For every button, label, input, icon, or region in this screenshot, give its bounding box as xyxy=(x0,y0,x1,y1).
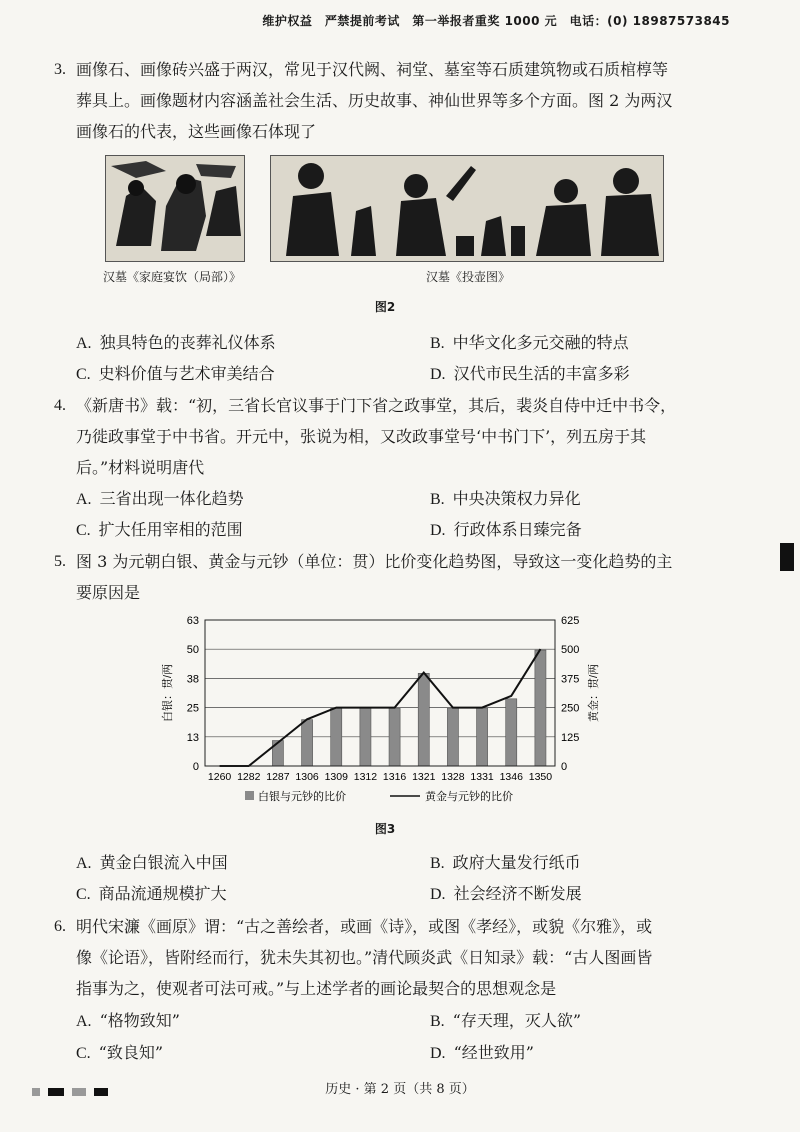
option-a: A. “格物致知” xyxy=(76,1011,180,1030)
question-6 xyxy=(54,911,652,1004)
x-tick-label: 1346 xyxy=(499,771,523,783)
legend-silver-label: 白银与元钞的比价 xyxy=(258,791,346,803)
x-tick-label: 1312 xyxy=(353,771,378,783)
y-tick-left: 25 xyxy=(186,702,199,715)
option-c: C. 扩大任用宰相的范围 xyxy=(76,520,243,539)
option-d: D. 行政体系日臻完备 xyxy=(430,520,582,539)
silver-ratio-bar xyxy=(477,708,488,766)
option-c: C. 商品流通规模扩大 xyxy=(76,884,227,903)
option-text: 中央决策权力异化 xyxy=(452,489,581,508)
legend-gold-label: 黄金与元钞的比价 xyxy=(425,791,513,803)
option-text: 商品流通规模扩大 xyxy=(98,884,227,903)
silver-ratio-bar xyxy=(389,708,400,766)
chart-legend xyxy=(245,789,513,803)
y-tick-right: 250 xyxy=(561,702,580,715)
silver-ratio-bar xyxy=(302,720,313,766)
silver-ratio-bar xyxy=(272,741,283,766)
y-axis-label-left: 白银：贯/两 xyxy=(162,663,174,723)
question-5 xyxy=(54,546,672,608)
question-text-line: 指事为之，使观者可法可戒。”与上述学者的画论最契合的思想观念是 xyxy=(76,979,557,998)
option-text: “存天理，灭人欲” xyxy=(452,1011,582,1030)
option-a: A. 黄金白银流入中国 xyxy=(76,853,228,872)
option-d: D. “经世致用” xyxy=(430,1043,534,1062)
y-axis-label-right: 黄金：贯/两 xyxy=(588,663,600,723)
option-a: A. 独具特色的丧葬礼仪体系 xyxy=(76,333,276,352)
question-text-line: 乃徙政事堂于中书省。开元中，张说为相，又改政事堂号‘中书门下’，列五房于其 xyxy=(76,427,647,446)
question-number: 6. xyxy=(54,918,66,935)
question-text-line: 要原因是 xyxy=(76,583,141,602)
price-ratio-chart xyxy=(150,608,620,813)
y-tick-right: 500 xyxy=(561,644,580,657)
legend-bar-swatch xyxy=(245,791,254,800)
option-text: 三省出现一体化趋势 xyxy=(99,489,244,508)
page-footer xyxy=(0,1078,800,1098)
option-c: C. “致良知” xyxy=(76,1043,164,1062)
question-text-line: 画像石的代表，这些画像石体现了 xyxy=(76,122,317,141)
y-tick-right: 375 xyxy=(561,673,580,686)
page-header xyxy=(0,0,800,30)
silver-ratio-bar xyxy=(506,699,517,766)
question-text-line: 后。”材料说明唐代 xyxy=(76,458,205,477)
option-text: 社会经济不断发展 xyxy=(453,884,582,903)
question-text-line: 《新唐书》载：“初，三省长官议事于门下省之政事堂，其后，裴炎自侍中迁中书令， xyxy=(76,396,677,415)
stone-relief-touhu-image xyxy=(270,155,664,262)
option-text: 政府大量发行纸币 xyxy=(452,853,581,872)
figure-3-title: 图3 xyxy=(374,822,396,836)
question-text-line: 明代宋濂《画原》谓：“古之善绘者，或画《诗》，或图《孝经》，或貌《尔雅》，或 xyxy=(76,917,653,936)
scan-marks xyxy=(32,1081,116,1100)
option-text: 中华文化多元交融的特点 xyxy=(452,333,629,352)
option-a: A. 三省出现一体化趋势 xyxy=(76,489,244,508)
option-d: D. 汉代市民生活的丰富多彩 xyxy=(430,364,630,383)
y-tick-right: 125 xyxy=(561,731,580,744)
x-tick-label: 1282 xyxy=(237,771,261,783)
page-number: 历史 · 第 2 页（共 8 页） xyxy=(325,1082,475,1097)
figure-caption-right: 汉墓《投壶图》 xyxy=(426,270,511,284)
y-tick-left: 13 xyxy=(186,731,199,744)
y-tick-right: 625 xyxy=(561,615,580,627)
x-tick-label: 1321 xyxy=(412,771,436,783)
option-text: “经世致用” xyxy=(453,1043,534,1062)
question-number: 5. xyxy=(54,553,66,570)
option-b: B. 中华文化多元交融的特点 xyxy=(430,333,629,352)
figure-caption-left: 汉墓《家庭宴饮（局部）》 xyxy=(103,270,242,284)
silver-ratio-bar xyxy=(418,673,429,766)
silver-ratio-bar xyxy=(331,708,342,766)
question-number: 3. xyxy=(54,61,66,78)
option-text: 黄金白银流入中国 xyxy=(99,853,228,872)
option-text: “格物致知” xyxy=(99,1011,180,1030)
stone-relief-banquet-image xyxy=(105,155,245,262)
x-tick-label: 1328 xyxy=(441,771,465,783)
option-b: B. 中央决策权力异化 xyxy=(430,489,581,508)
option-b: B. 政府大量发行纸币 xyxy=(430,853,581,872)
y-tick-left: 38 xyxy=(186,673,199,686)
question-text-line: 图 3 为元朝白银、黄金与元钞（单位：贯）比价变化趋势图，导致这一变化趋势的主 xyxy=(76,552,673,571)
x-tick-label: 1316 xyxy=(382,771,407,783)
binding-mark xyxy=(780,543,794,571)
option-b: B. “存天理，灭人欲” xyxy=(430,1011,582,1030)
option-c: C. 史料价值与艺术审美结合 xyxy=(76,364,275,383)
question-4 xyxy=(54,390,676,483)
option-text: 汉代市民生活的丰富多彩 xyxy=(453,364,630,383)
header-notice: 维护权益 严禁提前考试 第一举报者重奖 1000 元 电话：(0) 18987573845 xyxy=(262,14,730,28)
x-tick-label: 1309 xyxy=(324,771,348,783)
option-text: 史料价值与艺术审美结合 xyxy=(98,364,275,383)
x-tick-label: 1287 xyxy=(266,771,290,783)
silver-ratio-bar xyxy=(535,650,546,766)
question-text-line: 葬具上。画像题材内容涵盖社会生活、历史故事、神仙世界等多个方面。图 2 为两汉 xyxy=(76,91,673,110)
y-tick-left: 50 xyxy=(186,644,199,657)
figure-2-title: 图2 xyxy=(374,300,396,314)
option-text: 独具特色的丧葬礼仪体系 xyxy=(99,333,276,352)
y-tick-right: 0 xyxy=(561,761,568,773)
question-number: 4. xyxy=(54,397,66,414)
silver-ratio-bar xyxy=(360,708,371,766)
y-tick-left: 0 xyxy=(192,761,199,773)
option-d: D. 社会经济不断发展 xyxy=(430,884,582,903)
option-text: “致良知” xyxy=(98,1043,164,1062)
question-text-line: 画像石、画像砖兴盛于两汉，常见于汉代阙、祠堂、墓室等石质建筑物或石质棺椁等 xyxy=(76,60,669,79)
question-3 xyxy=(54,54,672,147)
x-tick-label: 1260 xyxy=(207,771,232,783)
question-text-line: 像《论语》，皆附经而行，犹未失其初也。”清代顾炎武《日知录》载：“古人图画皆 xyxy=(76,948,653,967)
x-tick-label: 1331 xyxy=(470,771,494,783)
x-tick-label: 1306 xyxy=(295,771,319,783)
y-tick-left: 63 xyxy=(186,615,199,627)
option-text: 行政体系日臻完备 xyxy=(453,520,582,539)
silver-ratio-bar xyxy=(447,708,458,766)
x-tick-label: 1350 xyxy=(528,771,553,783)
option-text: 扩大任用宰相的范围 xyxy=(98,520,243,539)
